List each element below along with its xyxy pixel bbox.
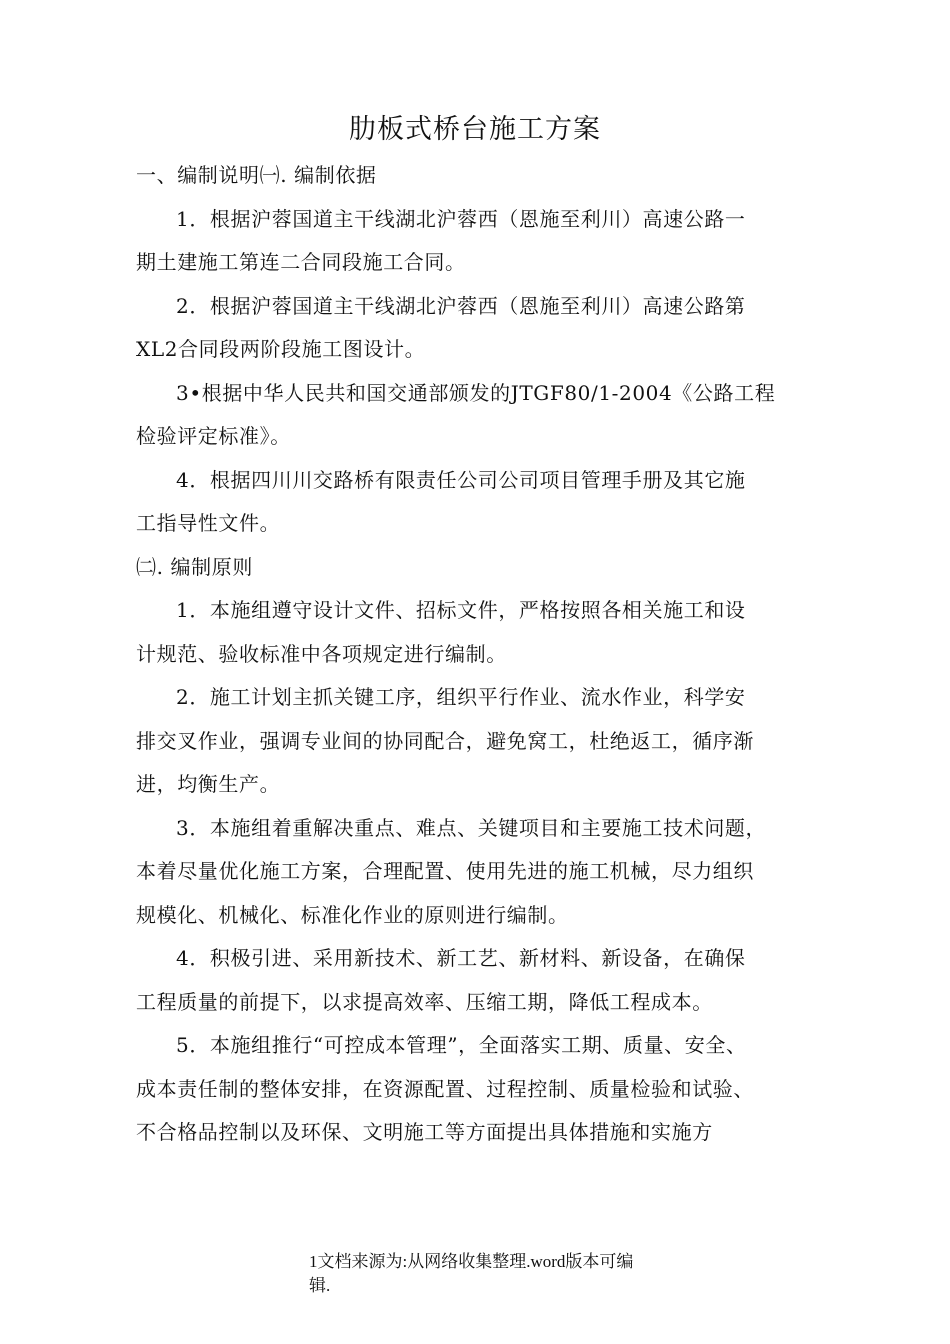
document-title: 肋板式桥台施工方案 [349, 114, 601, 145]
footer-line: 1文档来源为:从网络收集整理.word版本可编 [309, 1252, 634, 1271]
document-body [136, 154, 828, 1155]
paragraph-line: 成本责任制的整体安排，在资源配置、过程控制、质量检验和试验、 [136, 1076, 754, 1101]
paragraph-line: 4．根据四川川交路桥有限责任公司公司项目管理手册及其它施 [176, 467, 746, 492]
paragraph-line: 1．根据沪蓉国道主干线湖北沪蓉西（恩施至利川）高速公路一 [176, 206, 746, 231]
paragraph-line: 2．根据沪蓉国道主干线湖北沪蓉西（恩施至利川）高速公路第 [176, 293, 746, 318]
paragraph-line: 本着尽量优化施工方案，合理配置、使用先进的施工机械，尽力组织 [136, 859, 754, 883]
paragraph-line: 检验评定标准》。 [136, 424, 291, 448]
paragraph-line: XL2合同段两阶段施工图设计。 [136, 337, 426, 361]
paragraph-line: 规模化、机械化、标准化作业的原则进行编制。 [136, 902, 569, 927]
paragraph-line: 1．本施组遵守设计文件、招标文件，严格按照各相关施工和设 [176, 598, 746, 622]
paragraph-line: 工程质量的前提下，以求提高效率、压缩工期，降低工程成本。 [136, 989, 713, 1014]
paragraph-line: 2．施工计划主抓关键工序，组织平行作业、流水作业，科学安 [176, 685, 746, 709]
paragraph-line: 3．本施组着重解决重点、难点、关键项目和主要施工技术问题， [176, 815, 767, 840]
paragraph-line: 进，均衡生产。 [136, 772, 281, 796]
paragraph-line: 3•根据中华人民共和国交通部颁发的JTGF80/1-2004《公路工程 [176, 380, 776, 405]
paragraph-line: 期土建施工第连二合同段施工合同。 [136, 250, 466, 274]
section-heading-basis: 一、编制说明㈠. 编制依据 [136, 163, 377, 187]
footer-line: 辑. [309, 1276, 331, 1295]
paragraph-line: 4．积极引进、采用新技术、新工艺、新材料、新设备，在确保 [176, 946, 746, 970]
paragraph-line: 不合格品控制以及环保、文明施工等方面提出具体措施和实施方 [136, 1120, 713, 1144]
paragraph-line: 计规范、验收标准中各项规定进行编制。 [136, 641, 507, 666]
paragraph-line: 工指导性文件。 [136, 511, 281, 535]
paragraph-line: 5．本施组推行“可控成本管理”，全面落实工期、质量、安全、 [176, 1033, 747, 1057]
paragraph-line: 排交叉作业，强调专业间的协同配合，避免窝工，杜绝返工，循序渐 [136, 728, 754, 753]
page-footer [309, 1250, 649, 1298]
section-heading-principles: ㈡. 编制原则 [136, 554, 253, 579]
